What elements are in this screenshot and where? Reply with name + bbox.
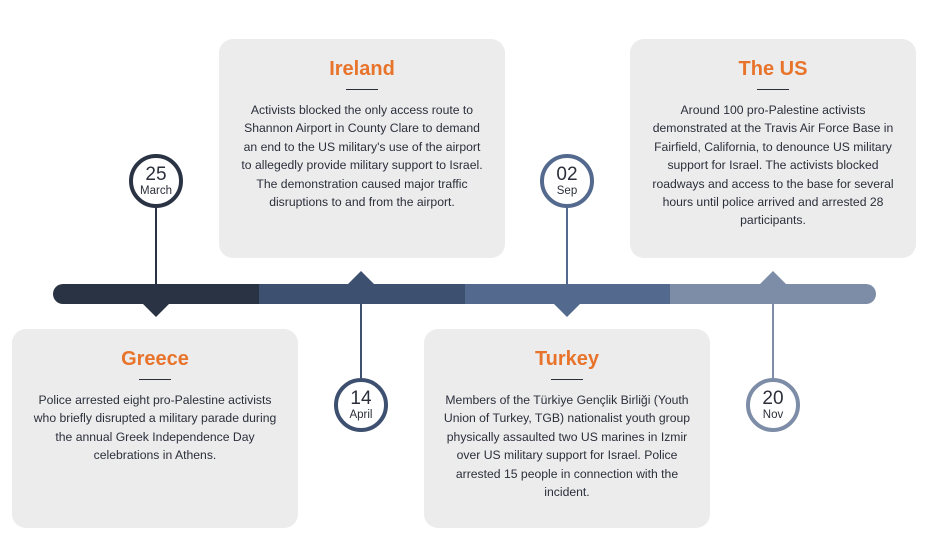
event-description: Activists blocked the only access route to Shannon Airport in County Clare to demand an end to the US military's use of the airport to allegedly provide military support to Israel. The demonstration caused major traffic disruptions to and from the airport. xyxy=(241,103,483,210)
date-month: Nov xyxy=(762,409,784,421)
event-description: Around 100 pro-Palestine activists demonstrated at the Travis Air Force Base in Fairfield, California, to denounce US military support for Israel. The activists blocked roadways and access to the base for several hours until police arrived and arrested 28 participants. xyxy=(652,103,894,228)
timeline-segment-turkey xyxy=(465,284,670,304)
date-month: April xyxy=(349,409,373,421)
date-month: Sep xyxy=(556,185,578,197)
divider xyxy=(346,89,378,90)
connector-turkey xyxy=(566,208,568,286)
date-badge-ireland xyxy=(334,378,388,432)
date-day: 02 xyxy=(556,164,578,185)
event-title: Ireland xyxy=(329,58,395,80)
event-description: Members of the Türkiye Gençlik Birliği (Youth Union of Turkey, TGB) nationalist youth group physically assaulted two US marines in Izmir over US military support for Israel. Police arrested 15 people in connection with the incident. xyxy=(443,393,691,500)
event-card-ireland xyxy=(219,39,505,258)
event-card-the-us xyxy=(630,39,916,258)
connector-the-us xyxy=(772,302,774,378)
event-description: Police arrested eight pro-Palestine activists who briefly disrupted a military parade during the annual Greek Independence Day celebrations in Athens. xyxy=(33,393,277,463)
date-badge-the-us xyxy=(746,378,800,432)
timeline-segment-greece xyxy=(53,284,259,304)
divider xyxy=(139,379,171,380)
connector-ireland xyxy=(360,302,362,378)
pointer-the-us xyxy=(760,271,786,284)
event-title: The US xyxy=(738,58,808,80)
event-card-turkey xyxy=(424,329,710,528)
event-title: Turkey xyxy=(534,348,600,370)
timeline-segment-the-us xyxy=(670,284,876,304)
timeline-segment-ireland xyxy=(259,284,465,304)
date-day: 20 xyxy=(762,388,784,409)
event-card-greece xyxy=(12,329,298,528)
pointer-turkey xyxy=(554,304,580,317)
connector-greece xyxy=(155,208,157,286)
date-month: March xyxy=(140,185,172,197)
divider xyxy=(551,379,583,380)
pointer-greece xyxy=(143,304,169,317)
date-badge-greece xyxy=(129,154,183,208)
date-day: 25 xyxy=(145,164,167,185)
event-title: Greece xyxy=(121,348,189,370)
divider xyxy=(757,89,789,90)
date-day: 14 xyxy=(350,388,372,409)
date-badge-turkey xyxy=(540,154,594,208)
pointer-ireland xyxy=(348,271,374,284)
